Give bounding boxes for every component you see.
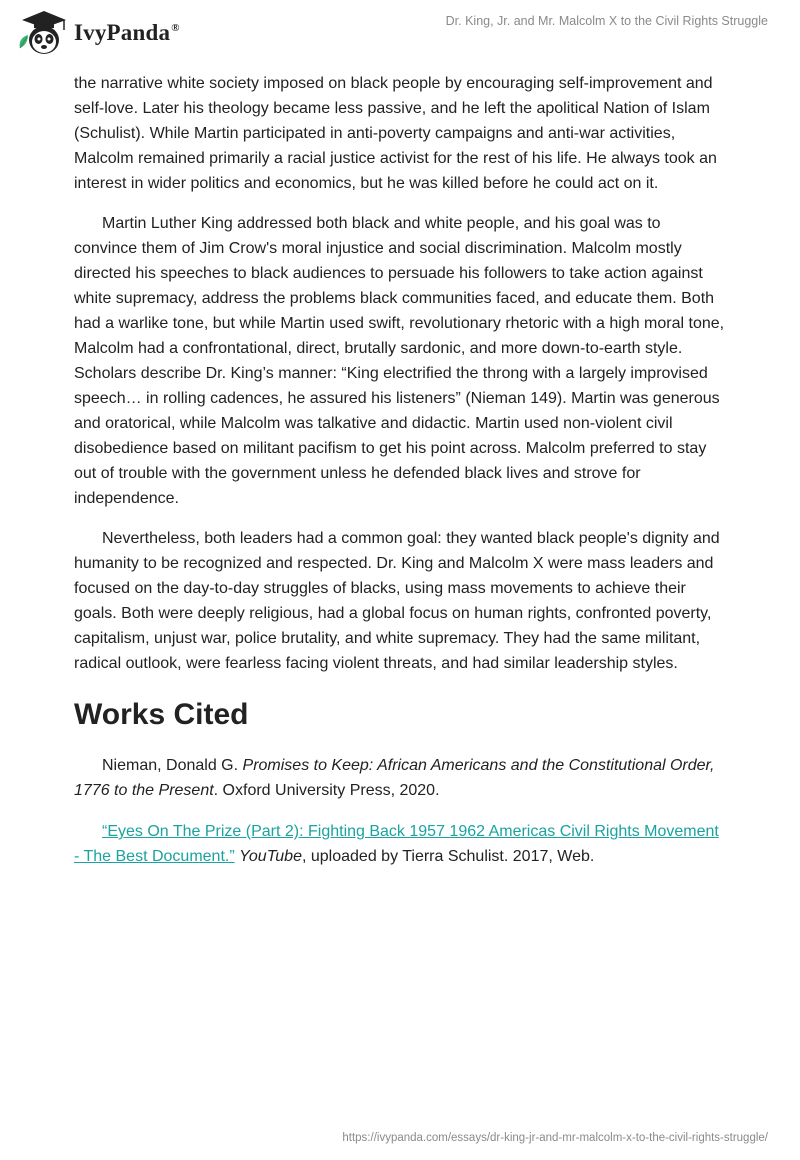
body-paragraph-3: Nevertheless, both leaders had a common goal: they wanted black people's dignity and humanity to be recognized and respected. Dr. King and Malcolm X were mass leaders and focused on the day-to-day struggles of blacks, using mass movements to achieve their goals. Both were deeply religious, had a global focus on human rights, confronted poverty, capitalism, unjust war, police brutality, and white supremacy. They had the same militant, radical outlook, were fearless facing violent threats, and had similar leadership styles. [74,530,720,672]
logo-wordmark [74,20,180,46]
document-title: Dr. King, Jr. and Mr. Malcolm X to the Civil Rights Struggle [445,14,768,28]
body-paragraph-1: the narrative white society imposed on black people by encouraging self-improvement and self-love. Later his theology became less passive, and he left the apolitical Nation of Islam (Schulist). While Martin participated in anti-poverty campaigns and anti-war activities, Malcolm remained primarily a racial justice activist for the rest of his life. He always took an interest in wider politics and economics, but he was killed before he could act on it. [74,75,717,192]
panda-logo-icon [14,8,70,58]
footer-url: https://ivypanda.com/essays/dr-king-jr-and-mr-malcolm-x-to-the-civil-rights-struggle/ [342,1132,768,1144]
citation-youtube-source: YouTube [239,848,302,865]
citation-youtube [74,819,726,869]
citation-youtube-link[interactable]: “Eyes On The Prize (Part 2): Fighting Back 1957 1962 Americas Civil Rights Movement - The Best Document.” [74,823,719,865]
citation-youtube-rest: , uploaded by Tierra Schulist. 2017, Web. [301,848,595,865]
essay-content [74,71,726,885]
logo-text: IvyPanda [74,20,171,45]
citation-nieman-author: Nieman, Donald G. [102,757,243,774]
registered-mark: ® [171,22,180,35]
body-paragraph-2: Martin Luther King addressed both black and white people, and his goal was to convince them of Jim Crow's moral injustice and social discrimination. Malcolm mostly directed his speeches to black audiences to persuade his followers to take action against white supremacy, address the problems black communities faced, and educate them. Both had a warlike tone, but while Martin used swift, revolutionary rhetoric with a high moral tone, Malcolm had a confrontational, direct, brutally sardonic, and more down-to-earth style. Scholars describe Dr. King’s manner: “King electrified the throng with a largely improvised speech… in rolling cadences, he assured his listeners” (Nieman 149). Martin was generous and oratorical, while Malcolm was talkative and didactic. Martin used non-violent civil disobedience based on militant pacifism to get his point across. Malcolm preferred to stay out of trouble with the government unless he defended black lives and strove for independence. [74,215,725,507]
works-cited-heading: Works Cited [74,698,249,731]
ivypanda-logo[interactable] [14,8,180,58]
citation-nieman [74,753,726,803]
citation-nieman-rest: . Oxford University Press, 2020. [213,782,440,799]
citation-nieman-title: Promises to Keep: African Americans and the Constitutional Order, 1776 to the Present [74,757,715,799]
page-header [0,0,800,70]
